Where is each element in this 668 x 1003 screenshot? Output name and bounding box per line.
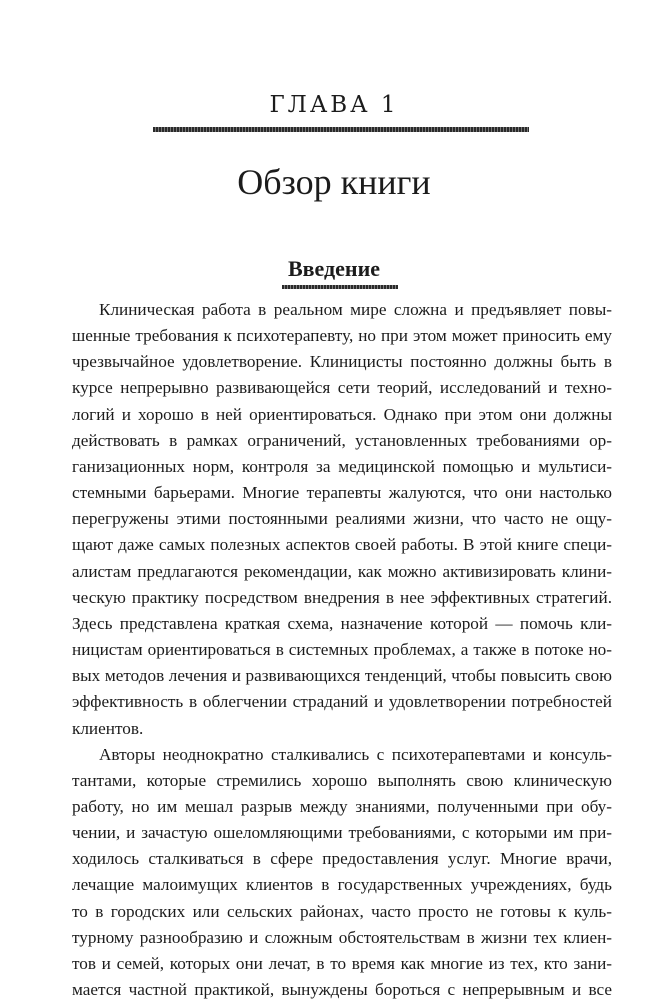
text-line: работу, но им мешал разрыв между знаниями, полученными при обу- [72,796,612,816]
text-line: чении, и зачастую ошеломляющими требованиями, с которыми им при- [72,823,612,843]
text-line: щают даже самых полезных аспектов своей работы. В этой книге специ- [72,535,612,555]
text-line: лечащие малоимущих клиентов в государственных учреждениях, будь [72,875,612,895]
text-line: ницистам ориентироваться в системных проблемах, а также в потоке но- [72,640,612,660]
body-text [72,297,612,1003]
paragraph [72,297,612,742]
text-line: тов и семей, которых они лечат, в то время как многие из тех, кто зани- [72,953,612,973]
chapter-label: ГЛАВА 1 [269,92,399,118]
text-line: логий и хорошо в ней ориентироваться. Однако при этом они должны [72,404,612,424]
chapter-rule [153,127,529,132]
text-line: мается частной практикой, вынуждены бороться с непрерывным и все [72,980,612,1000]
text-line: Клиническая работа в реальном мире сложна и предъявляет повы- [99,300,612,319]
text-line: перегружены этими постоянными реалиями жизни, что часто не ощу- [72,509,612,529]
text-line: клиентов. [72,718,144,738]
text-line: турному разнообразию и сложным обстоятельствам в жизни тех клиен- [72,927,612,947]
text-line: курсе непрерывно развивающейся сети теорий, исследований и техно- [72,378,612,398]
text-line: алистам предлагаются рекомендации, как можно активизировать клини- [72,561,612,581]
text-line: Авторы неоднократно сталкивались с психотерапевтами и консуль- [99,744,612,764]
text-line: шенные требования к психотерапевту, но при этом может приносить ему [72,326,612,346]
text-line: эффективность в облегчении страданий и удовлетворении потребностей [72,692,612,712]
text-line: вых методов лечения и развивающихся тенденций, чтобы повысить свою [72,666,612,686]
chapter-title: Обзор книги [237,162,431,202]
text-line: тантами, которые стремились хорошо выполнять свою клиническую [72,770,612,790]
text-line: чрезвычайное удовлетворение. Клиницисты постоянно должны быть в [72,352,612,372]
text-line: действовать в рамках ограничений, установленных требованиями ор- [72,430,612,450]
section-rule [282,285,398,289]
text-line: ходилось сталкиваться в сфере предоставления услуг. Многие врачи, [72,849,612,869]
text-line: то в городских или сельских районах, часто просто не готовы к куль- [72,901,612,921]
section-heading: Введение [287,256,381,281]
paragraph [72,742,612,1003]
text-line: ганизационных норм, контроля за медицинской помощью и мультиси- [72,456,612,476]
text-line: Здесь представлена краткая схема, назначение которой — помочь кли- [72,613,612,633]
text-line: стемными барьерами. Многие терапевты жалуются, что они настолько [72,483,612,503]
text-line: ческую практику посредством внедрения в нее эффективных стратегий. [72,587,612,607]
